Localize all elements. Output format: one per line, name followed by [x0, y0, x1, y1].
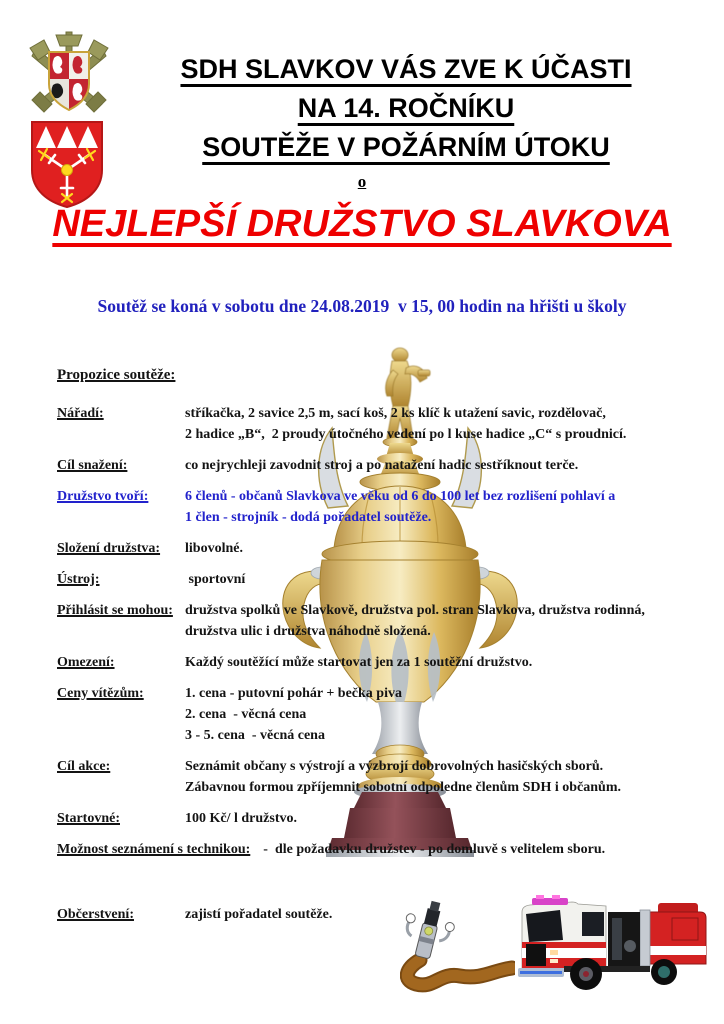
row-value-line: 2. cena - věcná cena [185, 707, 307, 722]
proposition-row [57, 808, 707, 829]
row-label: Nářadí: [57, 406, 104, 421]
header-line-3: SOUTĚŽE V POŽÁRNÍM ÚTOKU [202, 132, 610, 162]
header-connector: o [357, 172, 367, 191]
proposition-row [57, 403, 707, 445]
row-value-line: 1. cena - putovní pohár + bečka piva [185, 686, 402, 701]
row-value [185, 683, 402, 746]
row-value [185, 652, 532, 673]
row-label: Složení družstva: [57, 541, 161, 556]
row-label: Možnost seznámení s technikou: [57, 842, 251, 857]
row-value-line: 3 - 5. cena - věcná cena [185, 728, 325, 743]
header [118, 50, 694, 167]
proposition-row [57, 756, 707, 798]
row-value [185, 486, 615, 528]
row-value [185, 538, 243, 559]
proposition-rows [57, 403, 707, 925]
row-value-line: družstva ulic i družstva náhodně složená. [185, 624, 431, 639]
slavkov-coat-of-arms-icon [28, 118, 106, 210]
row-value [185, 756, 621, 798]
row-value-line: stříkačka, 2 savice 2,5 m, sací koš, 2 ks klíč k utažení savic, rozdělovač, [185, 406, 606, 421]
row-value [185, 904, 332, 925]
row-value-line: 100 Kč/ l družstvo. [185, 811, 297, 826]
section-heading: Propozice soutěže: [57, 367, 176, 383]
proposition-row [57, 538, 707, 559]
proposition-row [57, 652, 707, 673]
proposition-row [57, 486, 707, 528]
row-value-line: libovolné. [185, 541, 243, 556]
row-value [185, 455, 578, 476]
row-value-line: Každý soutěžící může startovat jen za 1 soutěžní družstvo. [185, 655, 533, 670]
row-value [185, 600, 645, 642]
row-value-line: 2 hadice „B“, 2 proudy útočného vedení po l kuse hadice „C“ s proudnicí. [185, 427, 627, 442]
row-value-line: - dle požadavku družstev - po domluvě s velitelem sboru. [259, 842, 606, 857]
row-label: Cíl snažení: [57, 458, 128, 473]
row-label: Omezení: [57, 655, 115, 670]
row-value-line: Zábavnou formou zpříjemnit sobotní odpoledne členům SDH i občanům. [185, 780, 621, 795]
row-label: Přihlásit se mohou: [57, 603, 173, 618]
row-value-line: co nejrychleji zavodnit stroj a po natažení hadic sestříknout terče. [185, 458, 579, 473]
row-value-line: sportovní [185, 572, 246, 587]
proposition-row [57, 600, 707, 642]
row-value-line: družstva spolků ve Slavkově, družstva pol. stran Slavkova, družstva rodinná, [185, 603, 645, 618]
fire-brigade-emblem-icon [26, 30, 112, 120]
row-value [185, 403, 626, 445]
proposition-row [57, 569, 707, 590]
main-title: NEJLEPŠÍ DRUŽSTVO SLAVKOVA [52, 203, 672, 245]
row-value [185, 808, 297, 829]
row-value-line: 6 členů - občanů Slavkova ve věku od 6 do 100 let bez rozlišení pohlaví a [185, 489, 616, 504]
row-label: Startovné: [57, 811, 120, 826]
row-label: Družstvo tvoří: [57, 489, 149, 504]
row-label: Ústroj: [57, 572, 100, 587]
header-line-1: SDH SLAVKOV VÁS ZVE K ÚČASTI [180, 54, 632, 84]
row-value-line: Seznámit občany s výstrojí a výzbrojí dobrovolných hasičských sborů. [185, 759, 604, 774]
event-date-line: Soutěž se koná v sobotu dne 24.08.2019 v 15, 00 hodin na hřišti u školy [97, 296, 627, 316]
row-value-line: zajistí pořadatel soutěže. [185, 907, 333, 922]
header-line-2: NA 14. ROČNÍKU [297, 93, 515, 123]
row-value-line: 1 člen - strojník - dodá pořadatel soutěže. [185, 510, 432, 525]
row-value [185, 569, 245, 590]
row-label: Cíl akce: [57, 759, 111, 774]
row-label: Ceny vítězům: [57, 686, 144, 701]
row-label: Občerstvení: [57, 907, 134, 922]
proposition-row [57, 904, 707, 925]
proposition-row [57, 683, 707, 746]
proposition-row [57, 839, 707, 860]
row-value [260, 842, 605, 857]
proposition-row [57, 455, 707, 476]
propositions [57, 365, 707, 925]
